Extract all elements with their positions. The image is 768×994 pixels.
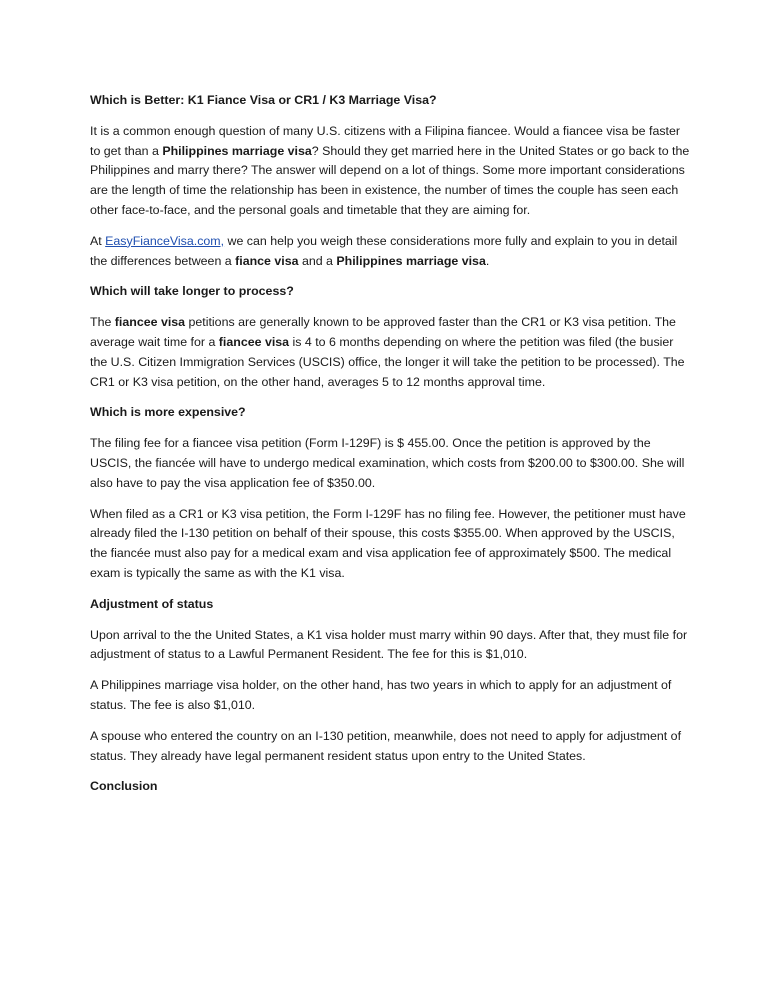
- process-text-2: petitions are generally known to be approved faster than the CR1 or K3 visa petition. The average wait time for a: [90, 315, 676, 349]
- adjustment-paragraph-3: A spouse who entered the country on an I-130 petition, meanwhile, does not need to apply for adjustment of status. They already have legal permanent resident status upon entry to the United States.: [90, 728, 682, 763]
- process-bold-fiancee-visa-2: fiancee visa: [218, 334, 290, 349]
- heading-process: Which will take longer to process?: [90, 284, 294, 299]
- easyfiancevisa-link[interactable]: EasyFianceVisa.com,: [105, 233, 225, 248]
- help-text-2: we can help you weigh these considerations more fully and explain to you in detail the differences between a: [90, 233, 678, 268]
- document-title: Which is Better: K1 Fiance Visa or CR1 / K3 Marriage Visa?: [90, 93, 437, 107]
- document-body: [90, 91, 690, 808]
- expensive-paragraph-2: When filed as a CR1 or K3 visa petition, the Form I-129F has no filing fee. However, the petitioner must have already filed the I-130 petition on behalf of their spouse, this costs $355.00. When approved by the USCIS, the fiancée must also pay for a medical exam and visa application fee of approximately $500. The medical exam is typically the same as with the K1 visa.: [90, 506, 686, 580]
- process-bold-fiancee-visa-1: fiancee visa: [114, 315, 186, 330]
- intro-text-1: It is a common enough question of many U.S. citizens with a Filipina fiancee. Would a fiancee visa be faster to get than a: [90, 123, 681, 158]
- adjustment-paragraph-1: Upon arrival to the the United States, a K1 visa holder must marry within 90 days. After that, they must file for adjustment of status to a Lawful Permanent Resident. The fee for this is $1,010.: [90, 627, 688, 662]
- intro-bold-marriage-visa: Philippines marriage visa: [162, 143, 312, 158]
- heading-expensive: Which is more expensive?: [90, 405, 246, 420]
- help-paragraph: [90, 232, 690, 272]
- help-bold-marriage-visa: Philippines marriage visa: [336, 253, 486, 268]
- intro-paragraph: [90, 122, 690, 221]
- process-text-1: The: [90, 315, 115, 330]
- expensive-paragraph-1: The filing fee for a fiancee visa petition (Form I-129F) is $ 455.00. Once the petition is approved by the USCIS, the fiancée will have to undergo medical examination, which costs from $200.00 to $300.00. She will also have to pay the visa application fee of $350.00.: [90, 436, 685, 490]
- help-text-1: At: [90, 233, 106, 248]
- heading-adjustment: Adjustment of status: [90, 596, 214, 611]
- adjustment-paragraph-2: A Philippines marriage visa holder, on the other hand, has two years in which to apply for an adjustment of status. The fee is also $1,010.: [90, 678, 672, 712]
- intro-text-2: ? Should they get married here in the United States or go back to the Philippines and marry there? The answer will depend on a lot of things. Some more important considerations are the length of time the relationship has been in existence, the number of times the couple has seen each other face-to-face, and the personal goals and timetable that they are aiming for.: [90, 143, 690, 217]
- help-bold-fiance-visa: fiance visa: [235, 253, 299, 268]
- heading-conclusion: Conclusion: [90, 779, 158, 794]
- help-text-3: and a: [298, 253, 337, 268]
- process-paragraph: [90, 313, 690, 392]
- help-text-4: .: [485, 253, 490, 268]
- process-text-3: is 4 to 6 months depending on where the petition was filed (the busier the U.S. Citizen Immigration Services (USCIS) office, the longer it will take the petition to be processed). The CR1 or K3 visa petition, on the other hand, averages 5 to 12 months approval time.: [90, 334, 685, 389]
